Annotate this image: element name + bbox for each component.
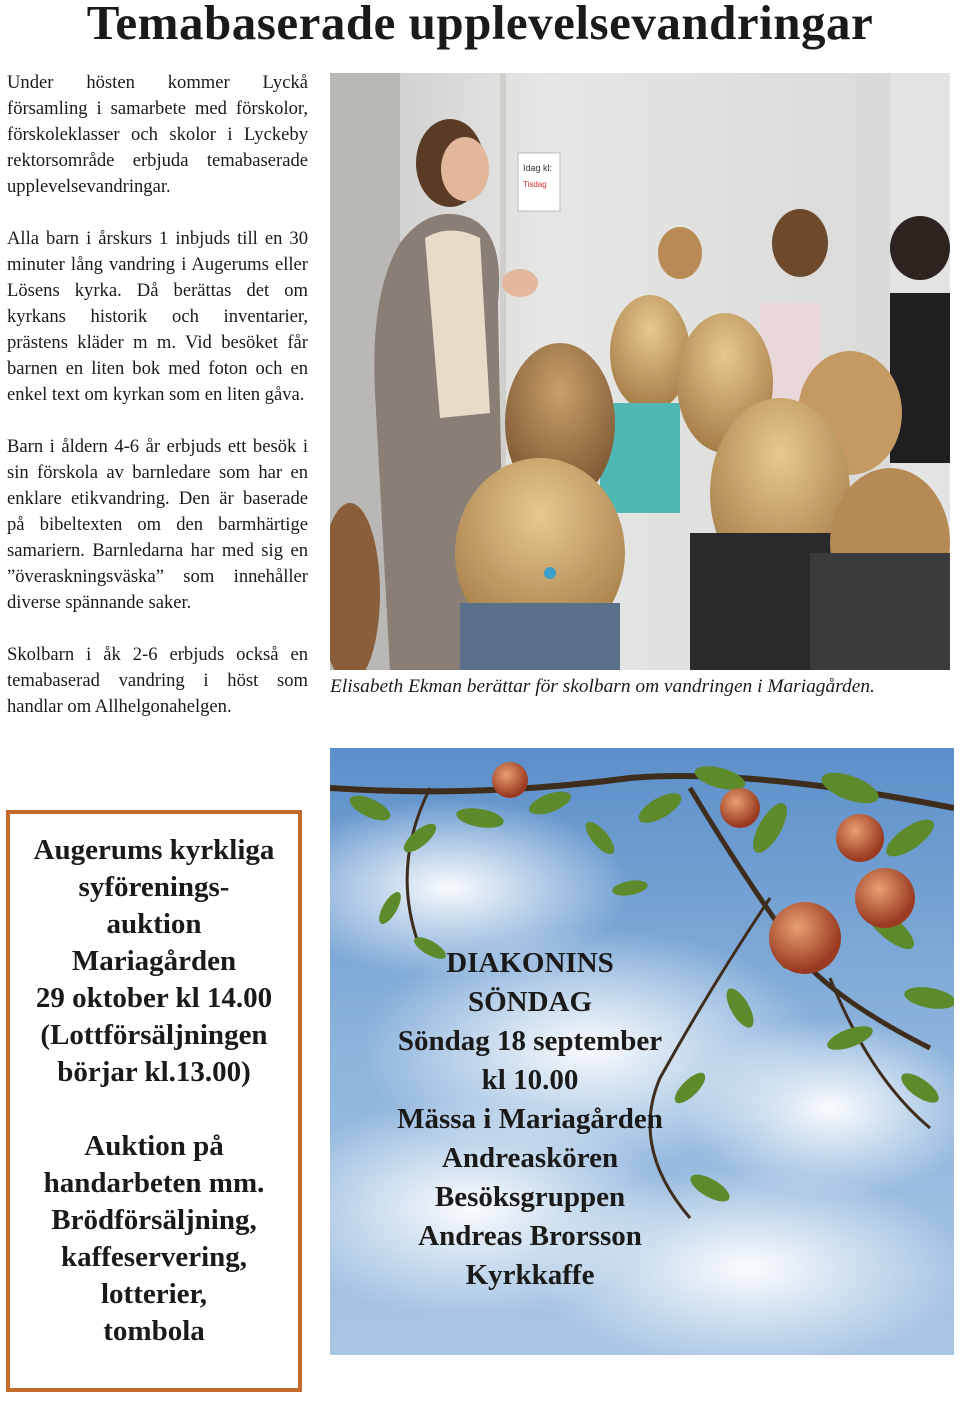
article-paragraph-3: Barn i åldern 4-6 år erbjuds ett besök i sin förskola av barnledare som har en enklare etikvandring. Den är baserade på bibeltexten om den barmhärtige samariern. Barnledarna har med sig en ”överaskningsväska” som innehåller diverse spännande saker. xyxy=(7,436,308,613)
photo-caption: Elisabeth Ekman berättar för skolbarn om vandringen i Mariagården. xyxy=(330,676,875,697)
auction-line: börjar kl.13.00) xyxy=(57,1056,251,1088)
spacer xyxy=(10,1091,298,1128)
auction-line: (Lottförsäljningen xyxy=(40,1019,268,1051)
auction-line: handarbeten mm. xyxy=(43,1167,265,1199)
sign-title: Idag kl: xyxy=(523,163,553,173)
diakonins-line: Besöksgruppen xyxy=(434,1181,626,1213)
diakonins-line: kl 10.00 xyxy=(481,1064,579,1096)
article-paragraph-1: Under hösten kommer Lyckå församling i samarbete med förskolor, förskoleklasser och skolor i Lyckeby rektorsområde erbjuda temabaserade upplevelsevandringar. xyxy=(7,72,308,197)
auction-line: kaffeservering, xyxy=(60,1241,248,1273)
auction-line: 29 oktober kl 14.00 xyxy=(35,982,273,1014)
diakonins-line: Mässa i Mariagården xyxy=(397,1103,663,1135)
diakonins-line: Söndag 18 september xyxy=(397,1025,663,1057)
sign-text: Tisdag xyxy=(523,180,547,189)
article-paragraph-4: Skolbarn i åk 2-6 erbjuds också en temabaserad vandring i höst som handlar om Allhelgonahelgen. xyxy=(7,644,308,717)
auction-line: Brödförsäljning, xyxy=(51,1204,257,1236)
auction-line: syförenings- xyxy=(78,871,230,903)
diakonins-line: Andreaskören xyxy=(441,1142,619,1174)
auction-box xyxy=(6,810,302,1392)
auction-text xyxy=(10,832,298,1350)
auction-line: Mariagården xyxy=(71,945,237,977)
children-photo xyxy=(330,73,950,670)
diakonins-line: Andreas Brorsson xyxy=(418,1220,642,1252)
diakonins-text xyxy=(330,944,730,1295)
auction-line: lotterier, xyxy=(100,1278,207,1310)
auction-line: auktion xyxy=(106,908,202,940)
apple-tree-photo xyxy=(330,748,954,1355)
diakonins-line: Kyrkkaffe xyxy=(465,1259,595,1291)
page-title: Temabaserade upplevelsevandringar xyxy=(86,0,874,50)
auction-line: Auktion på xyxy=(84,1130,224,1162)
auction-line: tombola xyxy=(103,1315,205,1347)
diakonins-line: SÖNDAG xyxy=(467,986,593,1018)
article-column xyxy=(7,70,308,746)
article-paragraph-2: Alla barn i årskurs 1 inbjuds till en 30 minuter lång vandring i Augerums eller Lösens kyrka. Då berättas det om kyrkans historik och inventarier, prästens kläder m m. Vid besöket får barnen en liten bok med foton och en enkel text om kyrkan som en liten gåva. xyxy=(7,228,308,405)
auction-line: Augerums kyrkliga xyxy=(33,834,275,866)
diakonins-line: DIAKONINS xyxy=(446,947,614,979)
